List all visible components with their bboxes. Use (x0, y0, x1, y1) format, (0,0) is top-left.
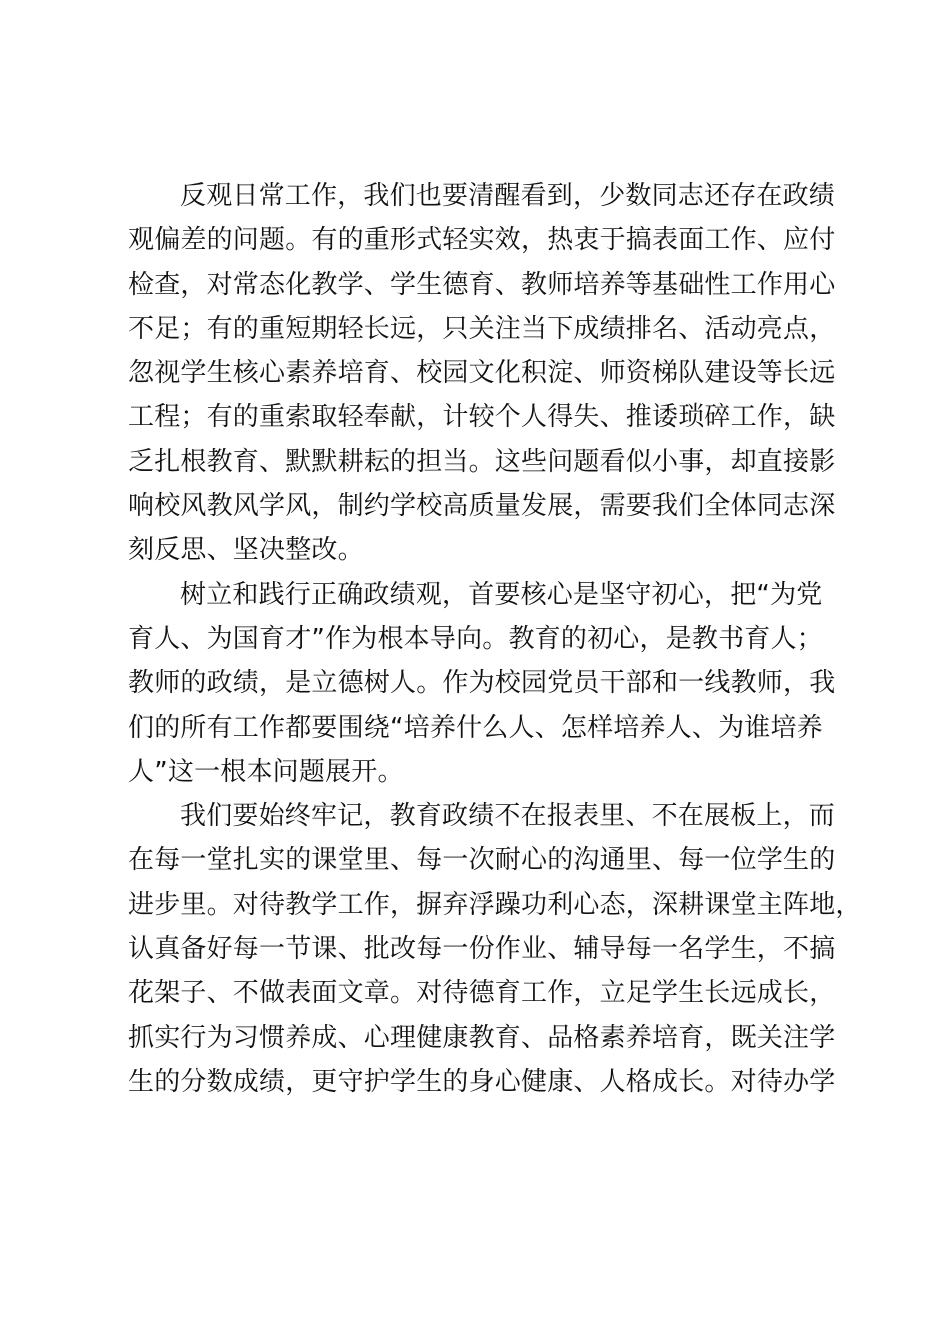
text-line: 花架子、不做表面文章。对待德育工作，立足学生长远成长， (128, 978, 836, 1009)
text-line: 不足；有的重短期轻长远，只关注当下成绩排名、活动亮点， (128, 313, 836, 344)
text-line: 教师的政绩，是立德树人。作为校园党员干部和一线教师，我 (128, 668, 836, 699)
text-line: 生的分数成绩，更守护学生的身心健康、人格成长。对待办学 (128, 1066, 836, 1097)
document-body (128, 174, 862, 1104)
text-line: 响校风教风学风，制约学校高质量发展，需要我们全体同志深 (128, 491, 836, 522)
text-line: 树立和践行正确政绩观，首要核心是坚守初心，把“为党 (180, 579, 823, 610)
paragraph-1 (128, 174, 836, 573)
paragraph-3 (128, 794, 862, 1104)
text-line: 抓实行为习惯养成、心理健康教育、品格素养培育，既关注学 (128, 1022, 836, 1053)
text-line: 认真备好每一节课、批改每一份作业、辅导每一名学生，不搞 (128, 934, 836, 965)
text-line: 进步里。对待教学工作，摒弃浮躁功利心态，深耕课堂主阵地， (128, 889, 862, 920)
text-line: 观偏差的问题。有的重形式轻实效，热衷于搞表面工作、应付 (128, 225, 836, 256)
text-line: 我们要始终牢记，教育政绩不在报表里、不在展板上，而 (180, 801, 836, 832)
text-line: 育人、为国育才”作为根本导向。教育的初心，是教书育人； (128, 623, 823, 654)
text-line: 检查，对常态化教学、学生德育、教师培养等基础性工作用心 (128, 269, 836, 300)
text-line: 忽视学生核心素养培育、校园文化积淀、师资梯队建设等长远 (128, 358, 836, 389)
text-line: 工程；有的重索取轻奉献，计较个人得失、推诿琐碎工作，缺 (128, 402, 836, 433)
text-line: 们的所有工作都要围绕“培养什么人、怎样培养人、为谁培养 (128, 712, 823, 743)
text-line: 在每一堂扎实的课堂里、每一次耐心的沟通里、每一位学生的 (128, 845, 836, 876)
text-line: 人”这一根本问题展开。 (128, 756, 404, 787)
text-line: 乏扎根教育、默默耕耘的担当。这些问题看似小事，却直接影 (128, 446, 836, 477)
text-line: 刻反思、坚决整改。 (128, 535, 364, 566)
text-line: 反观日常工作，我们也要清醒看到，少数同志还存在政绩 (180, 181, 836, 211)
paragraph-2 (128, 573, 836, 794)
